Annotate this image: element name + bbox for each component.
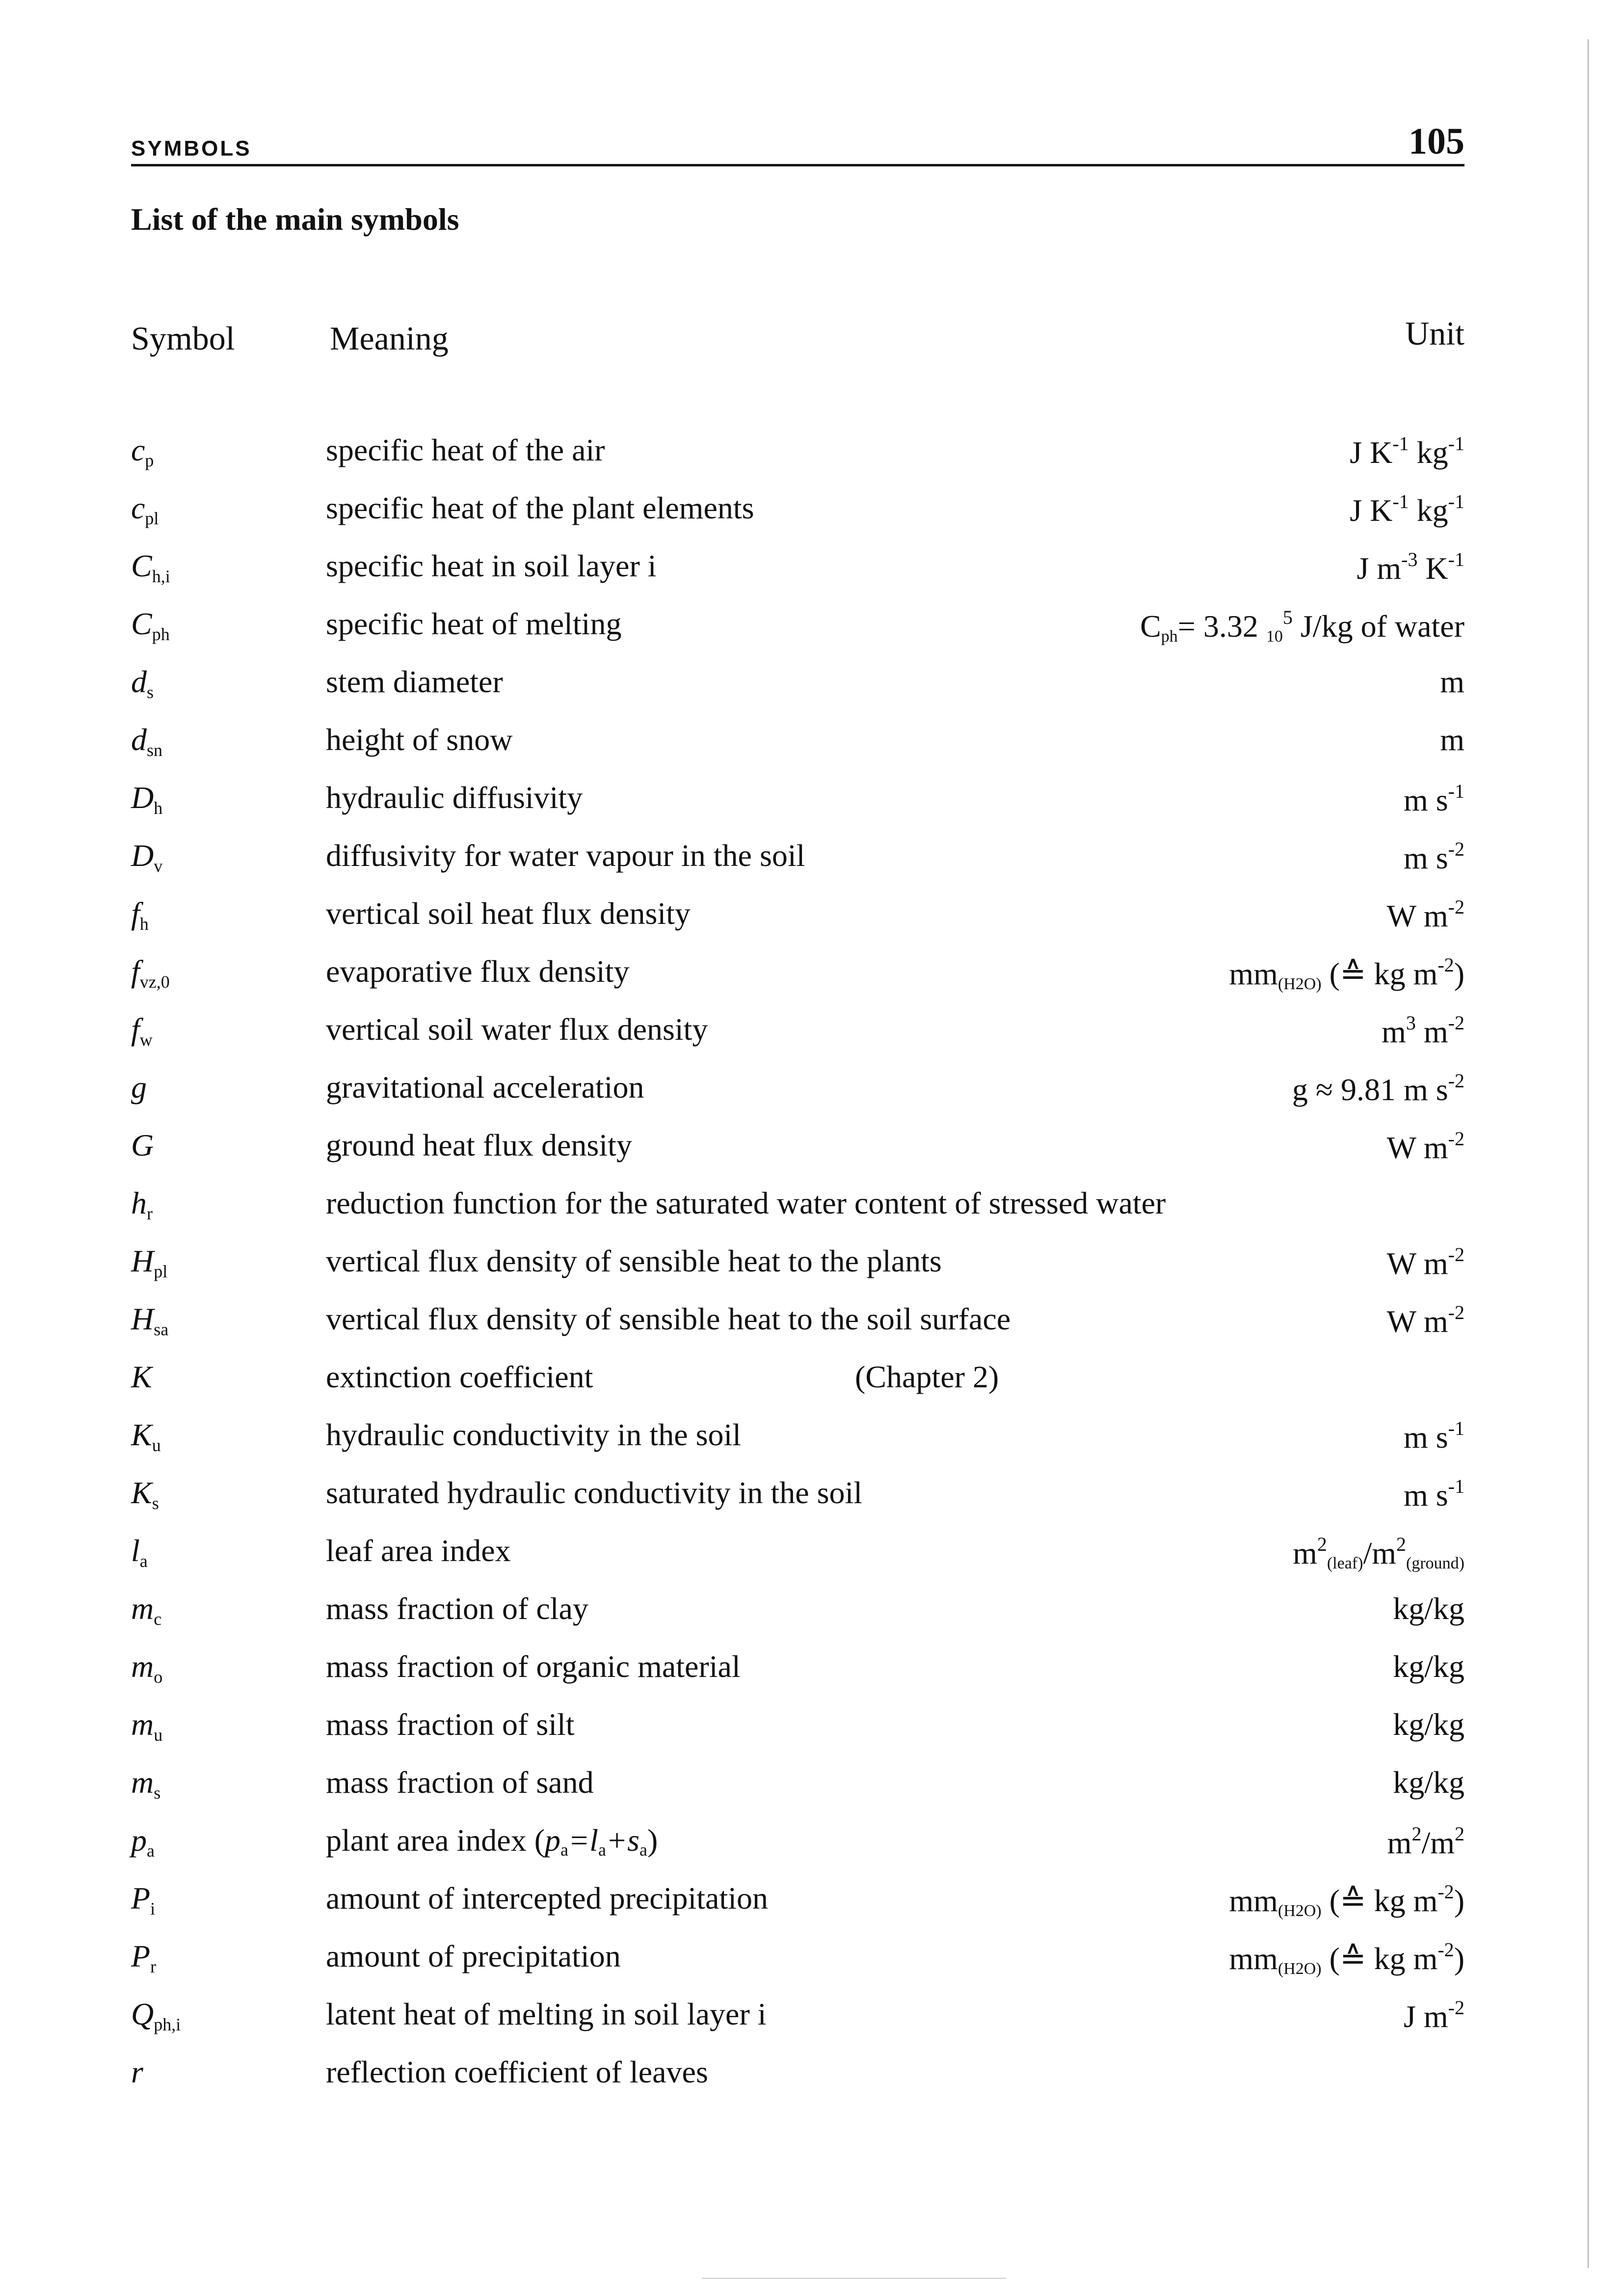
symbol-cell (131, 1533, 148, 1571)
meaning-text: leaf area index (326, 1533, 511, 1568)
symbol-letter: K (131, 1359, 152, 1394)
symbol-letter: D (131, 838, 154, 873)
symbol-cell (131, 1301, 168, 1340)
symbol-cell (131, 1185, 153, 1224)
symbol-subscript: h (154, 798, 163, 818)
symbol-letter: d (131, 722, 147, 757)
meaning-text: plant area index (p (326, 1823, 560, 1858)
meaning-cell (326, 1648, 741, 1685)
unit-part: /m (1421, 1825, 1455, 1860)
meaning-cell (326, 1996, 767, 2032)
meaning-text: extinction coefficient (326, 1359, 593, 1394)
unit-part: (leaf) (1327, 1554, 1363, 1572)
table-row (131, 1871, 1464, 1929)
unit-cell (1440, 664, 1464, 700)
column-header-meaning: Meaning (330, 320, 449, 357)
meaning-cell (326, 1475, 862, 1511)
symbol-letter: p (131, 1823, 147, 1858)
meaning-text: ground heat flux density (326, 1128, 632, 1162)
unit-part: ) (1454, 1941, 1464, 1976)
symbol-cell (131, 1764, 160, 1803)
symbol-subscript: o (154, 1667, 163, 1687)
meaning-text: specific heat of melting (326, 606, 622, 641)
meaning-text: vertical soil heat flux density (326, 896, 691, 931)
meaning-cell (326, 1417, 741, 1453)
unit-part: J K (1350, 435, 1393, 470)
symbol-cell (131, 780, 162, 818)
unit-cell (1357, 548, 1464, 587)
meaning-text: vertical flux density of sensible heat to the plants (326, 1243, 942, 1278)
symbol-cell (131, 1706, 162, 1745)
unit-cell (1387, 1243, 1464, 1282)
meaning-text: mass fraction of silt (326, 1707, 575, 1742)
symbol-subscript: a (139, 1551, 148, 1571)
unit-part: -1 (1448, 780, 1464, 802)
unit-part: W m (1386, 1304, 1448, 1339)
meaning-part: ) (647, 1823, 658, 1858)
symbol-subscript: sn (147, 740, 163, 760)
unit-cell (1404, 1417, 1464, 1456)
meaning-text: amount of precipitation (326, 1939, 621, 1973)
table-row (131, 1466, 1464, 1524)
unit-part: 2 (1317, 1533, 1327, 1555)
symbol-subscript: s (154, 1783, 161, 1803)
meaning-cell (326, 953, 629, 990)
unit-part: -1 (1448, 432, 1464, 455)
meaning-text: latent heat of melting in soil layer i (326, 1997, 767, 2031)
unit-part: (≙ kg m (1321, 1883, 1438, 1918)
symbol-letter: G (131, 1128, 154, 1162)
unit-part: mm (1229, 1941, 1278, 1976)
meaning-text: mass fraction of organic material (326, 1649, 741, 1684)
symbol-letter: D (131, 780, 154, 815)
unit-part: m (1440, 664, 1464, 699)
meaning-text: specific heat of the plant elements (326, 490, 754, 525)
unit-part: -2 (1448, 1070, 1464, 1092)
table-row (131, 887, 1464, 945)
unit-part: 10 (1266, 627, 1283, 646)
table-row (131, 1929, 1464, 1987)
symbol-letter: f (131, 1012, 140, 1047)
unit-part: -1 (1448, 548, 1464, 570)
meaning-cell (326, 2054, 708, 2090)
symbol-cell (131, 1648, 162, 1687)
running-header (131, 123, 1464, 166)
symbol-subscript: s (147, 682, 154, 702)
meaning-cell (326, 1011, 708, 1048)
symbol-subscript: p (145, 451, 154, 470)
symbol-subscript: u (154, 1725, 163, 1745)
table-row (131, 423, 1464, 481)
unit-part: 3 (1406, 1012, 1416, 1034)
meaning-cell (326, 1706, 575, 1743)
unit-part: g ≈ 9.81 m s (1292, 1072, 1448, 1107)
symbol-cell (131, 606, 170, 645)
chapter-note: (Chapter 2) (855, 1359, 999, 1394)
meaning-text: specific heat of the air (326, 432, 605, 467)
unit-part: J/kg of water (1292, 609, 1464, 644)
unit-part: C (1140, 609, 1161, 644)
symbol-subscript: r (150, 1957, 157, 1976)
unit-part: W m (1386, 898, 1448, 933)
symbol-subscript: u (152, 1435, 161, 1455)
table-row (131, 481, 1464, 539)
column-header-symbol: Symbol (131, 320, 235, 357)
unit-part: K (1417, 551, 1448, 586)
table-row (131, 539, 1464, 597)
unit-part: (H2O) (1277, 1960, 1322, 1978)
symbol-letter: C (131, 606, 152, 641)
unit-part: kg/kg (1393, 1649, 1464, 1684)
unit-part: ) (1454, 956, 1464, 991)
meaning-text: mass fraction of sand (326, 1765, 594, 1800)
meaning-cell (326, 606, 621, 642)
meaning-cell (326, 1301, 1011, 1337)
unit-part: mm (1229, 956, 1278, 991)
unit-part: J m (1403, 1999, 1448, 2034)
unit-part: 2 (1396, 1533, 1407, 1555)
meaning-text: reflection coefficient of leaves (326, 2054, 708, 2089)
symbol-letter: K (131, 1475, 152, 1510)
symbol-subscript: ph (152, 624, 170, 644)
unit-part: J K (1350, 493, 1393, 528)
meaning-part: =l (568, 1823, 598, 1858)
symbol-cell (131, 1996, 181, 2035)
meaning-cell (326, 1533, 511, 1569)
symbol-cell (131, 837, 162, 876)
symbol-letter: f (131, 896, 140, 931)
meaning-text: vertical flux density of sensible heat to the soil surface (326, 1301, 1011, 1336)
unit-part: m (1415, 1014, 1448, 1049)
unit-part: -2 (1437, 1939, 1454, 1961)
unit-cell (1292, 1069, 1464, 1108)
meaning-text: saturated hydraulic conductivity in the soil (326, 1475, 863, 1510)
meaning-cell (326, 895, 691, 932)
meaning-text: evaporative flux density (326, 954, 630, 989)
unit-part: (≙ kg m (1321, 956, 1438, 991)
symbol-cell (131, 1475, 159, 1513)
unit-cell (1387, 1822, 1464, 1861)
unit-part: -1 (1448, 1475, 1464, 1497)
meaning-cell (326, 1359, 593, 1395)
symbol-letter: m (131, 1591, 154, 1626)
symbol-subscript: pl (145, 509, 159, 528)
symbol-cell (131, 1591, 161, 1629)
unit-part: 2 (1411, 1823, 1422, 1845)
unit-part: -1 (1448, 490, 1464, 513)
unit-cell (1229, 1938, 1464, 1978)
table-row (131, 1060, 1464, 1118)
unit-cell (1350, 432, 1464, 471)
meaning-cell (326, 490, 754, 526)
unit-part: m (1293, 1536, 1317, 1570)
table-row (131, 1524, 1464, 1582)
symbol-cell (131, 548, 170, 587)
unit-part: -1 (1448, 1417, 1464, 1439)
symbol-subscript: pl (154, 1262, 168, 1281)
unit-cell (1229, 1880, 1464, 1920)
table-row (131, 1176, 1464, 1234)
symbol-letter: m (131, 1707, 154, 1742)
symbol-cell (131, 1011, 153, 1050)
meaning-text: gravitational acceleration (326, 1070, 644, 1105)
unit-part: W m (1386, 1130, 1448, 1165)
symbol-letter: Q (131, 1997, 154, 2031)
section-label: SYMBOLS (131, 136, 252, 161)
table-row (131, 1987, 1464, 2045)
unit-part: W m (1386, 1246, 1448, 1281)
symbol-letter: P (131, 1939, 151, 1973)
symbol-subscript: r (147, 1204, 153, 1223)
symbol-letter: h (131, 1186, 147, 1220)
unit-cell (1404, 780, 1464, 818)
meaning-text: amount of intercepted precipitation (326, 1881, 768, 1916)
symbol-letter: H (131, 1301, 154, 1336)
symbol-cell (131, 664, 154, 702)
meaning-cell (326, 1591, 588, 1627)
unit-part: -3 (1401, 548, 1418, 570)
unit-part: J m (1357, 551, 1402, 586)
unit-part: kg/kg (1393, 1591, 1464, 1626)
meaning-part: p (545, 1823, 560, 1858)
page-number: 105 (1409, 121, 1464, 162)
unit-part: (H2O) (1277, 1902, 1322, 1920)
table-row (131, 597, 1464, 655)
symbol-letter: P (131, 1881, 151, 1916)
meaning-text: reduction function for the saturated water content of stressed water (326, 1186, 1166, 1220)
symbol-cell (131, 895, 149, 934)
meaning-part: a (639, 1840, 648, 1860)
unit-part: = 3.32 (1177, 609, 1266, 644)
meaning-text: hydraulic diffusivity (326, 780, 583, 815)
symbol-cell (131, 432, 154, 471)
unit-part: kg/kg (1393, 1707, 1464, 1742)
meaning-cell (326, 1127, 632, 1163)
section-title: List of the main symbols (131, 202, 459, 237)
table-row (131, 829, 1464, 887)
unit-part: m (1440, 722, 1464, 757)
symbol-letter: d (131, 664, 147, 699)
symbol-subscript: s (152, 1493, 159, 1513)
unit-part: kg (1409, 493, 1448, 528)
symbol-cell (131, 722, 162, 760)
unit-cell (1140, 606, 1464, 646)
symbol-cell (131, 1880, 155, 1919)
symbol-letter: f (131, 954, 140, 989)
unit-part: -2 (1437, 954, 1454, 976)
meaning-cell (326, 1764, 594, 1801)
symbol-subscript: c (154, 1609, 162, 1629)
unit-cell (1404, 1996, 1464, 2035)
table-row (131, 1002, 1464, 1060)
symbol-cell (131, 490, 159, 529)
unit-cell (1440, 722, 1464, 758)
symbol-letter: c (131, 432, 145, 467)
symbol-cell (131, 1938, 156, 1977)
unit-part: -2 (1448, 1997, 1464, 2019)
meaning-cell (326, 432, 605, 468)
unit-part: m s (1403, 1478, 1448, 1513)
table-row (131, 1118, 1464, 1176)
unit-part: (H2O) (1277, 975, 1322, 993)
meaning-cell (326, 1880, 768, 1917)
symbol-subscript: v (154, 856, 163, 876)
meaning-cell (326, 722, 512, 758)
symbol-letter: H (131, 1243, 154, 1278)
meaning-cell (326, 664, 503, 700)
unit-part: m s (1403, 1420, 1448, 1455)
unit-cell (1293, 1533, 1464, 1573)
meaning-cell (326, 1822, 658, 1860)
unit-part: -2 (1448, 1243, 1464, 1266)
symbol-subscript: vz,0 (139, 972, 170, 992)
meaning-cell (326, 780, 583, 816)
unit-cell (1229, 953, 1464, 994)
symbol-subscript: ph,i (154, 2015, 181, 2034)
meaning-cell (326, 1938, 621, 1974)
unit-cell (1393, 1706, 1464, 1743)
table-row (131, 1813, 1464, 1871)
unit-part: -2 (1448, 896, 1464, 918)
unit-part: /m (1363, 1536, 1397, 1570)
table-row (131, 1408, 1464, 1466)
meaning-part: +s (606, 1823, 640, 1858)
symbol-letter: C (131, 548, 152, 583)
table-row (131, 1756, 1464, 1813)
table-row (131, 1234, 1464, 1292)
unit-part: -1 (1392, 490, 1409, 513)
unit-part: 5 (1282, 606, 1293, 628)
unit-part: -1 (1392, 432, 1409, 455)
table-row (131, 1698, 1464, 1756)
table-row (131, 1292, 1464, 1350)
unit-part: (ground) (1406, 1554, 1464, 1572)
unit-cell (1393, 1648, 1464, 1685)
unit-part: ph (1161, 627, 1178, 646)
meaning-text: diffusivity for water vapour in the soil (326, 838, 805, 873)
table-row (131, 1640, 1464, 1698)
meaning-text: mass fraction of clay (326, 1591, 588, 1626)
symbol-letter: g (131, 1070, 147, 1105)
unit-cell (1350, 490, 1464, 529)
symbol-cell (131, 1069, 147, 1106)
meaning-cell (326, 1185, 1166, 1221)
meaning-part: a (560, 1840, 568, 1860)
unit-part: m (1387, 1825, 1412, 1860)
unit-part: -2 (1437, 1881, 1454, 1903)
unit-part: (≙ kg m (1321, 1941, 1438, 1976)
meaning-part: a (598, 1840, 606, 1860)
unit-part: m s (1403, 783, 1448, 817)
symbol-cell (131, 1417, 161, 1456)
table-row (131, 713, 1464, 771)
symbol-letter: r (131, 2054, 143, 2089)
unit-part: 2 (1455, 1823, 1464, 1845)
unit-cell (1404, 837, 1464, 876)
table-row (131, 945, 1464, 1002)
symbol-letter: l (131, 1533, 140, 1568)
meaning-cell (326, 548, 657, 584)
unit-cell (1387, 1127, 1464, 1166)
unit-part: kg/kg (1393, 1765, 1464, 1800)
table-row (131, 2045, 1464, 2103)
scan-margin-line (1588, 39, 1589, 2268)
symbol-letter: m (131, 1765, 154, 1800)
meaning-cell (326, 837, 805, 874)
unit-cell (1404, 1475, 1464, 1513)
table-row (131, 1350, 1464, 1408)
symbol-subscript: h,i (152, 567, 170, 586)
unit-part: -2 (1448, 1128, 1464, 1150)
unit-cell (1393, 1591, 1464, 1627)
symbol-subscript: h (139, 914, 149, 934)
column-header-unit: Unit (1405, 315, 1464, 352)
table-row (131, 1582, 1464, 1640)
scan-footer-rule (702, 2278, 1006, 2279)
symbol-cell (131, 1359, 152, 1395)
unit-part: m (1382, 1014, 1406, 1049)
symbol-cell (131, 1127, 154, 1163)
meaning-text: height of snow (326, 722, 513, 757)
symbol-cell (131, 953, 170, 992)
unit-cell (1382, 1011, 1464, 1050)
unit-part: ) (1454, 1883, 1464, 1918)
symbol-subscript: i (150, 1899, 156, 1918)
unit-part: -2 (1448, 838, 1464, 860)
meaning-cell (326, 1069, 644, 1106)
meaning-text: vertical soil water flux density (326, 1012, 708, 1047)
symbol-subscript: w (139, 1030, 153, 1050)
symbol-subscript: a (147, 1841, 155, 1861)
unit-part: -2 (1448, 1012, 1464, 1034)
meaning-text: hydraulic conductivity in the soil (326, 1417, 742, 1452)
unit-part: kg (1409, 435, 1448, 470)
symbol-letter: c (131, 490, 145, 525)
table-row (131, 771, 1464, 829)
meaning-text: specific heat in soil layer i (326, 548, 657, 583)
unit-cell (1393, 1764, 1464, 1801)
symbol-cell (131, 1243, 167, 1282)
unit-part: mm (1229, 1883, 1278, 1918)
meaning-cell (326, 1243, 942, 1279)
symbol-letter: m (131, 1649, 154, 1684)
unit-part: -2 (1448, 1301, 1464, 1324)
symbol-subscript: sa (154, 1320, 169, 1339)
symbol-cell (131, 2054, 143, 2090)
unit-cell (1387, 1301, 1464, 1340)
meaning-text: stem diameter (326, 664, 503, 699)
table-row (131, 655, 1464, 713)
unit-cell (1387, 895, 1464, 934)
symbol-letter: K (131, 1417, 152, 1452)
unit-part: m s (1403, 840, 1448, 875)
symbol-cell (131, 1822, 155, 1861)
symbol-table (131, 423, 1464, 2103)
